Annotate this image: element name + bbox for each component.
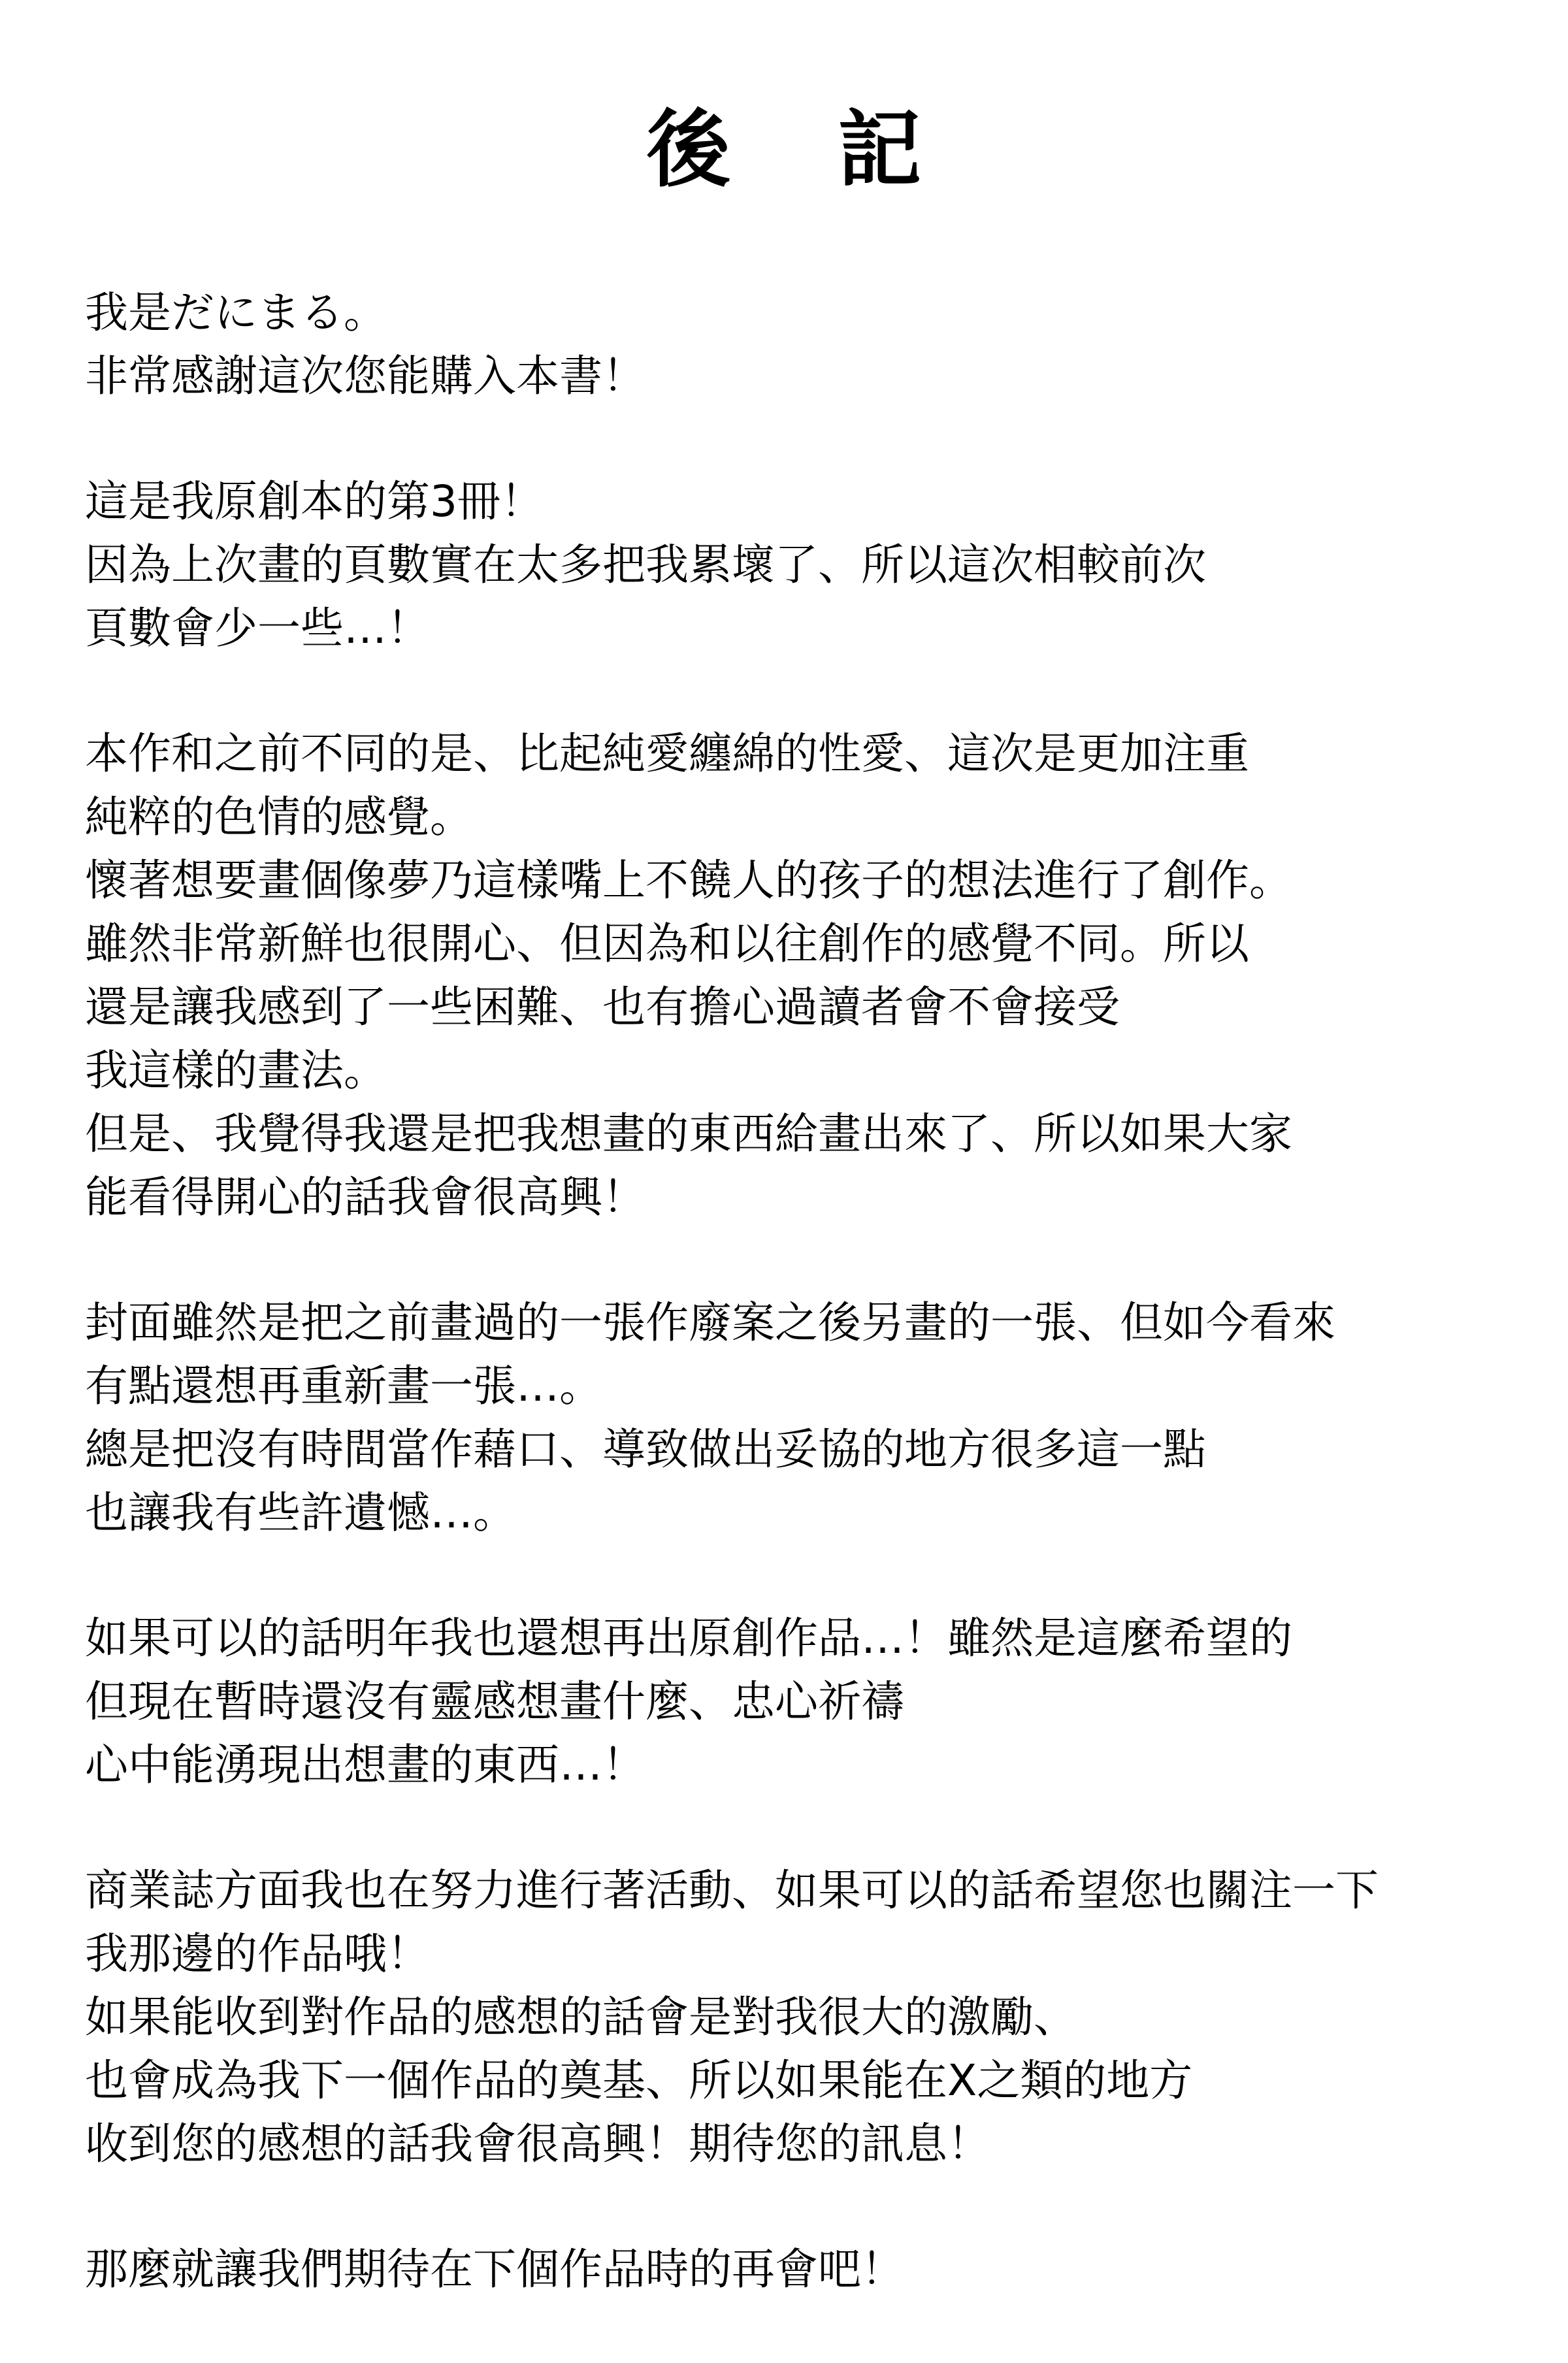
text-line: 有點還想再重新畫一張…。 (85, 1361, 602, 1411)
text-line: 雖然非常新鮮也很開心、但因為和以往創作的感覺不同。所以 (85, 919, 1249, 969)
text-line: 那麼就讓我們期待在下個作品時的再會吧！ (85, 2244, 904, 2294)
text-line: 如果可以的話明年我也還想再出原創作品…！雖然是這麼希望的 (85, 1613, 1292, 1663)
text-line: 本作和之前不同的是、比起純愛纏綿的性愛、這次是更加注重 (85, 728, 1249, 779)
text-line: 我那邊的作品哦！ (85, 1929, 430, 1979)
text-line: 商業誌方面我也在努力進行著活動、如果可以的話希望您也關注一下 (85, 1865, 1379, 1915)
text-line: 我是だにまる。 (85, 287, 387, 338)
paragraph (85, 470, 1496, 660)
paragraph (85, 2238, 1496, 2301)
text-line: 因為上次畫的頁數實在太多把我累壞了、所以這次相較前次 (85, 540, 1206, 590)
paragraph (85, 281, 1496, 408)
afterword-body (85, 281, 1496, 2363)
paragraph (85, 1859, 1496, 2176)
text-line: 心中能湧現出想畫的東西…！ (85, 1740, 645, 1790)
text-line: 總是把沒有時間當作藉口、導致做出妥協的地方很多這一點 (85, 1424, 1206, 1475)
page-title: 後 記 (646, 101, 961, 199)
text-line: 如果能收到對作品的感想的話會是對我很大的激勵、 (85, 1992, 1077, 2042)
text-line: 能看得開心的話我會很高興！ (85, 1172, 645, 1222)
text-line: 但現在暫時還沒有靈感想畫什麼、忠心祈禱 (85, 1676, 904, 1727)
text-line: 頁數會少一些…！ (85, 603, 430, 653)
text-line: 還是讓我感到了一些困難、也有擔心過讀者會不會接受 (85, 982, 1120, 1032)
text-line: 非常感謝這次您能購入本書！ (85, 351, 645, 401)
text-line: 我這樣的畫法。 (85, 1045, 387, 1096)
text-line: 這是我原創本的第3冊！ (85, 476, 544, 527)
text-line: 封面雖然是把之前畫過的一張作廢案之後另畫的一張、但如今看來 (85, 1297, 1335, 1348)
paragraph (85, 722, 1496, 1229)
text-line: 但是、我覺得我還是把我想畫的東西給畫出來了、所以如果大家 (85, 1109, 1292, 1159)
text-line: 也會成為我下一個作品的奠基、所以如果能在X之類的地方 (85, 2055, 1193, 2106)
text-line: 收到您的感想的話我會很高興！期待您的訊息！ (85, 2119, 990, 2169)
paragraph (85, 1606, 1496, 1797)
text-line: 純粹的色情的感覺。 (85, 792, 473, 842)
text-line: 也讓我有些許遺憾…。 (85, 1488, 516, 1538)
text-line: 懷著想要畫個像夢乃這樣嘴上不饒人的孩子的想法進行了創作。 (85, 855, 1292, 905)
paragraph (85, 1291, 1496, 1544)
